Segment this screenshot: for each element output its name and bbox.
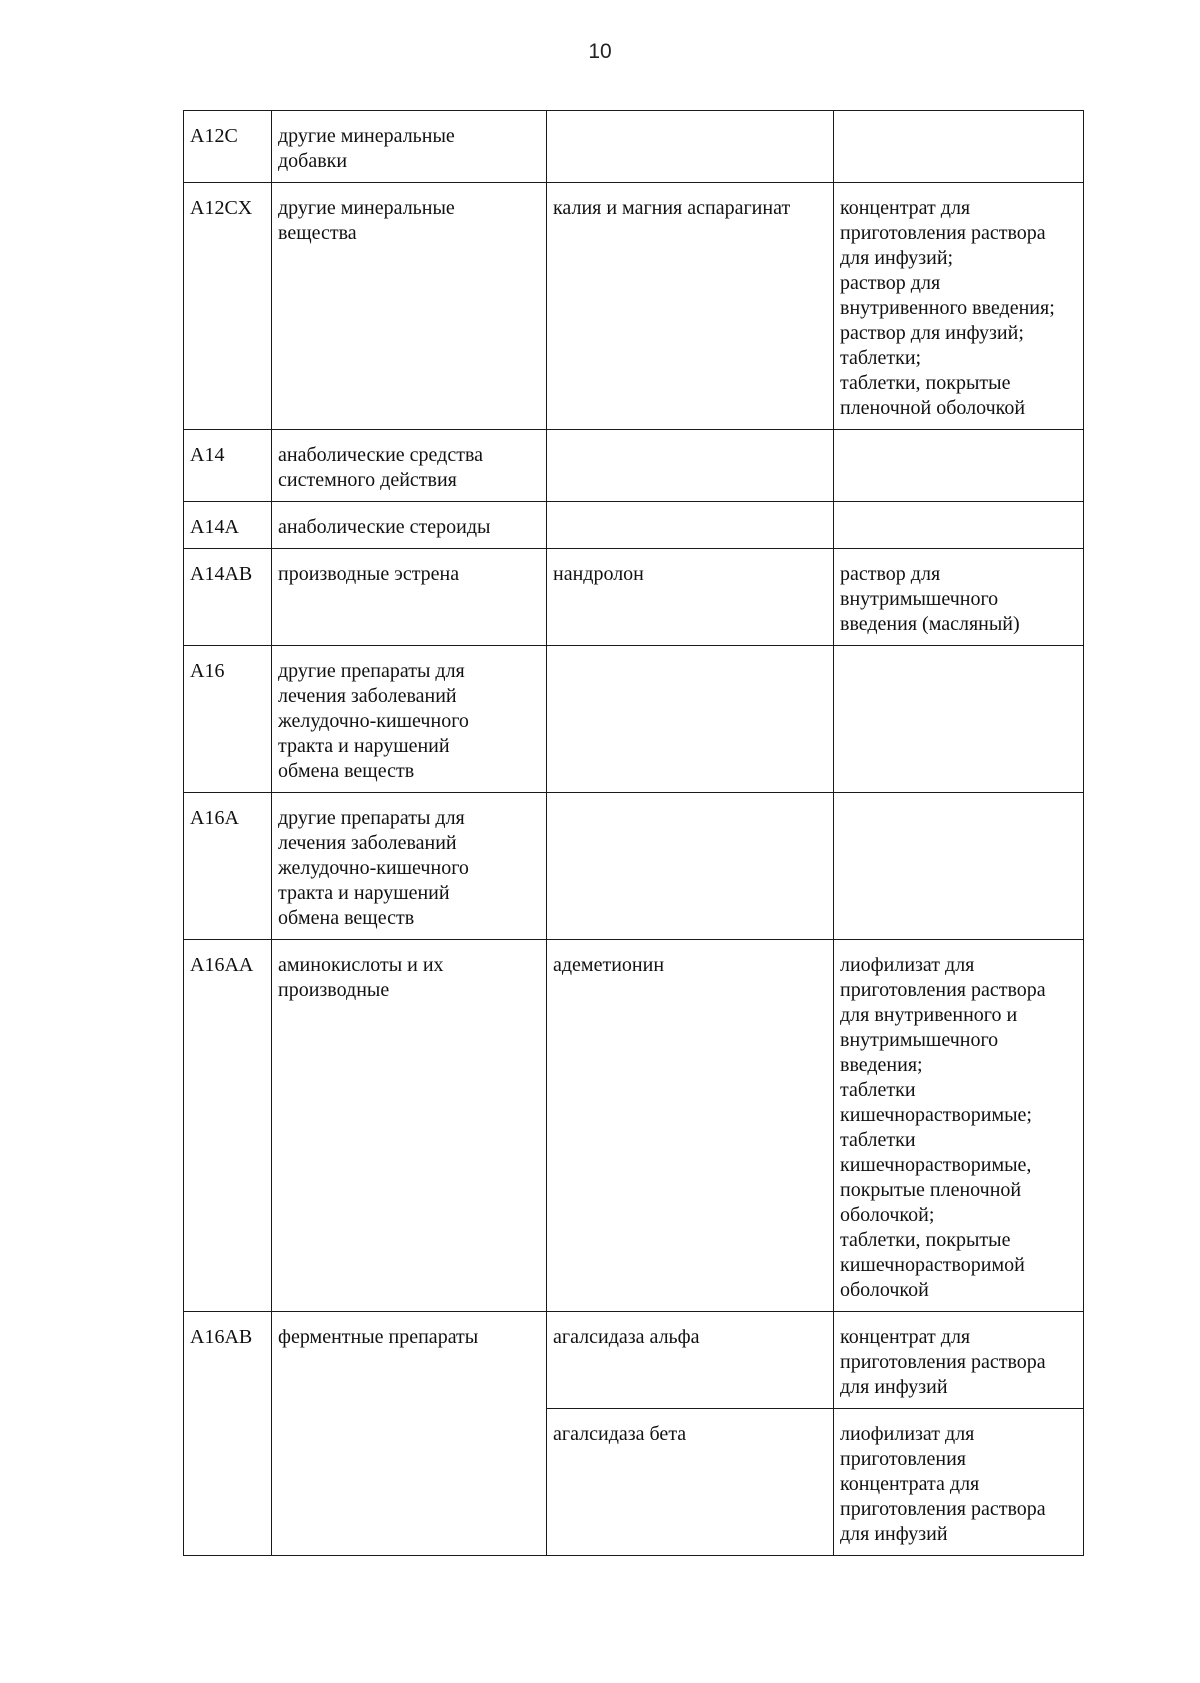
atc-code-cell: A14AB bbox=[184, 549, 272, 646]
anatomical-group-cell-line: вещества bbox=[278, 222, 357, 244]
anatomical-group-cell-line: другие минеральные bbox=[278, 125, 455, 147]
active-substance-cell bbox=[547, 430, 834, 502]
anatomical-group-cell-line: тракта и нарушений bbox=[278, 882, 450, 904]
dosage-forms-cell-line: приготовления раствора bbox=[840, 1498, 1046, 1520]
active-substance-cell-line: агалсидаза бета bbox=[553, 1423, 687, 1445]
dosage-forms-cell-line: приготовления раствора bbox=[840, 1351, 1046, 1373]
active-substance-cell-line: калия и магния аспарагинат bbox=[553, 197, 791, 219]
anatomical-group-cell bbox=[272, 1312, 547, 1556]
atc-code-cell: A14 bbox=[184, 430, 272, 502]
anatomical-group-cell bbox=[272, 430, 547, 502]
dosage-forms-cell-line: для инфузий bbox=[840, 1523, 948, 1545]
table-row bbox=[184, 111, 1084, 183]
table-row bbox=[184, 646, 1084, 793]
atc-code-cell: A14A bbox=[184, 502, 272, 549]
dosage-forms-cell-line: пленочной оболочкой bbox=[840, 397, 1026, 419]
atc-code-cell: A16AB bbox=[184, 1312, 272, 1556]
active-substance-cell bbox=[547, 183, 834, 430]
anatomical-group-cell bbox=[272, 502, 547, 549]
dosage-forms-cell bbox=[834, 183, 1084, 430]
atc-code-cell: A16AA bbox=[184, 940, 272, 1312]
dosage-forms-cell-line: таблетки, покрытые bbox=[840, 372, 1011, 394]
anatomical-group-cell-line: другие препараты для bbox=[278, 807, 465, 829]
anatomical-group-cell-line: обмена веществ bbox=[278, 760, 415, 782]
dosage-forms-cell-line: концентрата для bbox=[840, 1473, 980, 1495]
table-row bbox=[184, 430, 1084, 502]
dosage-forms-cell-line: кишечнорастворимые, bbox=[840, 1154, 1032, 1176]
atc-code-cell: A12C bbox=[184, 111, 272, 183]
anatomical-group-cell-line: добавки bbox=[278, 150, 348, 172]
dosage-forms-cell-line: внутримышечного bbox=[840, 588, 999, 610]
active-substance-cell bbox=[547, 549, 834, 646]
table-row bbox=[184, 1312, 1084, 1409]
dosage-forms-cell-line: покрытые пленочной bbox=[840, 1179, 1022, 1201]
anatomical-group-cell bbox=[272, 940, 547, 1312]
anatomical-group-cell bbox=[272, 111, 547, 183]
anatomical-group-cell-line: тракта и нарушений bbox=[278, 735, 450, 757]
dosage-forms-cell-line: лиофилизат для bbox=[840, 1423, 975, 1445]
active-substance-cell bbox=[547, 502, 834, 549]
anatomical-group-cell-line: производные эстрена bbox=[278, 563, 460, 585]
dosage-forms-cell-line: таблетки, покрытые bbox=[840, 1229, 1011, 1251]
dosage-forms-cell-line: введения; bbox=[840, 1054, 923, 1076]
active-substance-cell bbox=[547, 940, 834, 1312]
dosage-forms-cell-line: концентрат для bbox=[840, 1326, 971, 1348]
page-number: 10 bbox=[588, 40, 612, 63]
active-substance-cell-line: агалсидаза альфа bbox=[553, 1326, 700, 1348]
active-substance-cell bbox=[547, 1312, 834, 1409]
dosage-forms-cell bbox=[834, 646, 1084, 793]
active-substance-cell bbox=[547, 793, 834, 940]
anatomical-group-cell bbox=[272, 549, 547, 646]
dosage-forms-cell bbox=[834, 549, 1084, 646]
atc-code-cell: A16 bbox=[184, 646, 272, 793]
active-substance-cell-line: нандролон bbox=[553, 563, 644, 585]
dosage-forms-cell-line: раствор для bbox=[840, 563, 941, 585]
anatomical-group-cell-line: желудочно-кишечного bbox=[278, 710, 469, 732]
dosage-forms-cell-line: введения (масляный) bbox=[840, 613, 1020, 635]
table-body bbox=[184, 111, 1084, 1556]
table-row bbox=[184, 502, 1084, 549]
dosage-forms-cell bbox=[834, 111, 1084, 183]
anatomical-group-cell-line: лечения заболеваний bbox=[278, 832, 457, 854]
dosage-forms-cell-line: раствор для инфузий; bbox=[840, 322, 1024, 344]
table-row bbox=[184, 183, 1084, 430]
atc-code-cell: A16A bbox=[184, 793, 272, 940]
dosage-forms-cell-line: таблетки; bbox=[840, 347, 922, 369]
dosage-forms-cell-line: концентрат для bbox=[840, 197, 971, 219]
dosage-forms-cell-line: оболочкой bbox=[840, 1279, 929, 1301]
anatomical-group-cell bbox=[272, 646, 547, 793]
dosage-forms-cell bbox=[834, 1312, 1084, 1409]
anatomical-group-cell bbox=[272, 793, 547, 940]
anatomical-group-cell-line: производные bbox=[278, 979, 390, 1001]
dosage-forms-cell-line: таблетки bbox=[840, 1079, 916, 1101]
dosage-forms-cell bbox=[834, 940, 1084, 1312]
anatomical-group-cell-line: ферментные препараты bbox=[278, 1326, 479, 1348]
dosage-forms-cell-line: для инфузий; bbox=[840, 247, 954, 269]
active-substance-cell bbox=[547, 646, 834, 793]
dosage-forms-cell-line: приготовления bbox=[840, 1448, 966, 1470]
dosage-forms-cell-line: оболочкой; bbox=[840, 1204, 935, 1226]
dosage-forms-cell-line: лиофилизат для bbox=[840, 954, 975, 976]
dosage-forms-cell-line: внутримышечного bbox=[840, 1029, 999, 1051]
dosage-forms-cell-line: кишечнорастворимой bbox=[840, 1254, 1025, 1276]
dosage-forms-cell-line: раствор для bbox=[840, 272, 941, 294]
dosage-forms-cell bbox=[834, 793, 1084, 940]
anatomical-group-cell-line: анаболические средства bbox=[278, 444, 483, 466]
table-row bbox=[184, 793, 1084, 940]
anatomical-group-cell-line: желудочно-кишечного bbox=[278, 857, 469, 879]
dosage-forms-cell bbox=[834, 430, 1084, 502]
drug-classification-table bbox=[183, 110, 1084, 1556]
anatomical-group-cell-line: лечения заболеваний bbox=[278, 685, 457, 707]
active-substance-cell-line: адеметионин bbox=[553, 954, 665, 976]
atc-code-cell: A12CX bbox=[184, 183, 272, 430]
anatomical-group-cell-line: обмена веществ bbox=[278, 907, 415, 929]
anatomical-group-cell-line: другие минеральные bbox=[278, 197, 455, 219]
dosage-forms-cell-line: для внутривенного и bbox=[840, 1004, 1018, 1026]
dosage-forms-cell-line: кишечнорастворимые; bbox=[840, 1104, 1032, 1126]
dosage-forms-cell-line: для инфузий bbox=[840, 1376, 948, 1398]
anatomical-group-cell-line: системного действия bbox=[278, 469, 457, 491]
anatomical-group-cell-line: другие препараты для bbox=[278, 660, 465, 682]
dosage-forms-cell-line: приготовления раствора bbox=[840, 979, 1046, 1001]
anatomical-group-cell-line: аминокислоты и их bbox=[278, 954, 444, 976]
dosage-forms-cell-line: внутривенного введения; bbox=[840, 297, 1055, 319]
dosage-forms-cell-line: таблетки bbox=[840, 1129, 916, 1151]
anatomical-group-cell-line: анаболические стероиды bbox=[278, 516, 491, 538]
anatomical-group-cell bbox=[272, 183, 547, 430]
table-row bbox=[184, 549, 1084, 646]
active-substance-cell bbox=[547, 111, 834, 183]
dosage-forms-cell bbox=[834, 502, 1084, 549]
dosage-forms-cell bbox=[834, 1409, 1084, 1556]
table-row bbox=[184, 940, 1084, 1312]
dosage-forms-cell-line: приготовления раствора bbox=[840, 222, 1046, 244]
active-substance-cell bbox=[547, 1409, 834, 1556]
